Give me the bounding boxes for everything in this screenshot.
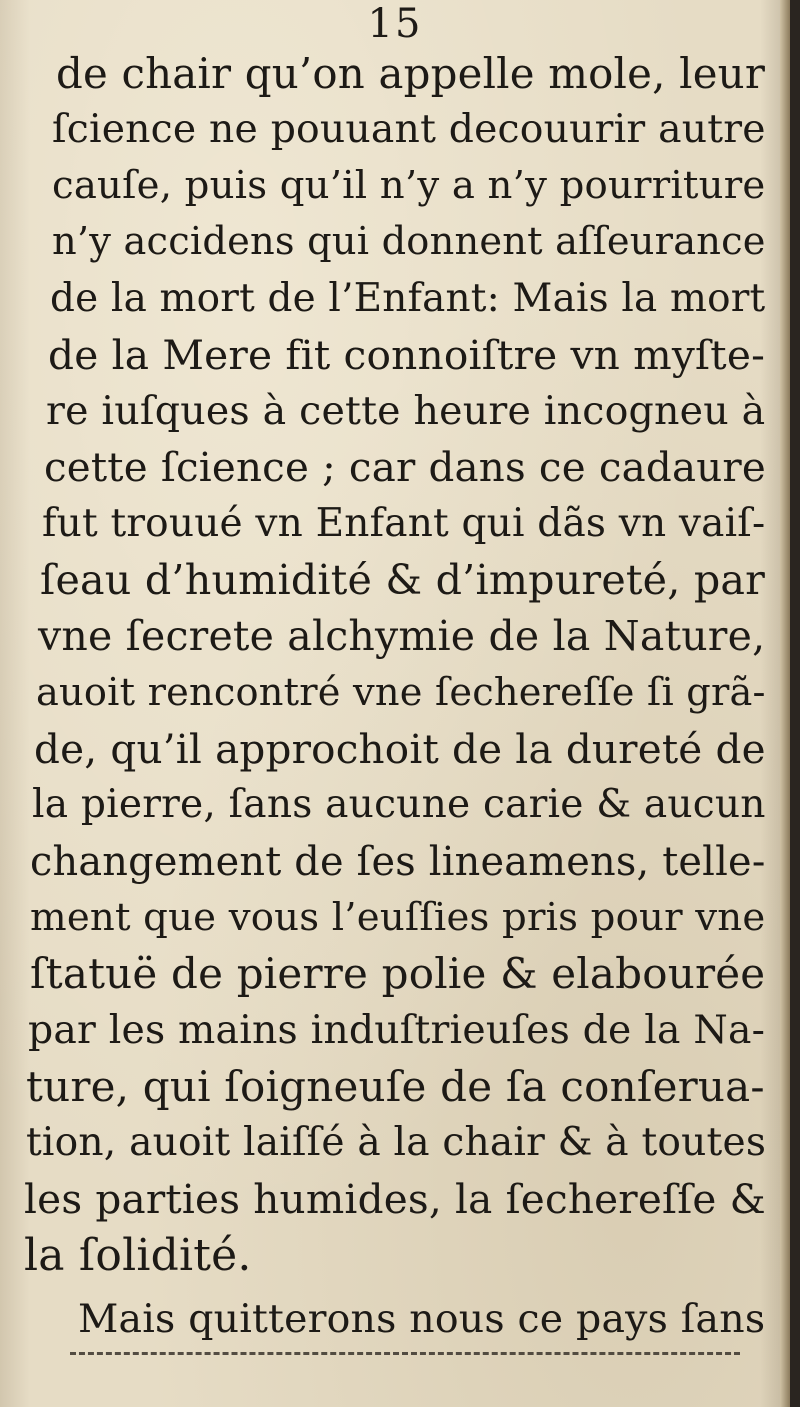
footer-rule: [70, 1352, 740, 1355]
text-line: tion, auoit laiſſé à la chair & à toutes: [26, 1120, 767, 1165]
text-line: Mais quitterons nous ce pays ſans: [78, 1296, 766, 1342]
text-line: de, qu’il approchoit de la dureté de: [34, 725, 766, 773]
text-line: de la Mere fit connoiſtre vn myſte-: [48, 331, 766, 379]
page-binding-edge: [780, 0, 790, 1407]
text-line: la pierre, ſans aucune carie & aucun: [32, 782, 766, 827]
text-line: de la mort de l’Enfant: Mais la mort: [50, 276, 766, 321]
text-line: cauſe, puis qu’il n’y a n’y pourriture: [52, 163, 766, 208]
text-line: les parties humides, la ſechereſſe &: [24, 1175, 766, 1223]
text-line: ſeau d’humidité & d’impureté, par: [40, 556, 766, 604]
text-line: la ſolidité.: [24, 1230, 252, 1281]
text-line: ſtatuë de pierre polie & elabourée: [30, 949, 766, 998]
text-line: re iuſques à cette heure incogneu à: [46, 388, 766, 434]
text-line: n’y accidens qui donnent aſſeurance: [52, 219, 766, 264]
text-line: ſcience ne pouuant decouurir autre: [52, 107, 766, 152]
text-line: changement de ſes lineamens, telle-: [30, 839, 766, 885]
page-number: 15: [367, 1, 423, 47]
text-line: de chair qu’on appelle mole, leur: [56, 49, 766, 98]
text-line: cette ſcience ; car dans ce cadaure: [44, 444, 766, 491]
text-line: par les mains induſtrieuſes de la Na-: [28, 1007, 766, 1053]
text-line: ture, qui ſoigneuſe de ſa conſerua-: [26, 1062, 765, 1111]
text-line: auoit rencontré vne ſechereſſe ſi grã-: [36, 670, 766, 715]
text-line: vne ſecrete alchymie de la Nature,: [38, 612, 766, 660]
text-line: fut trouué vn Enfant qui dãs vn vaiſ-: [42, 501, 766, 546]
text-line: ment que vous l’euſſies pris pour vne: [30, 895, 766, 940]
